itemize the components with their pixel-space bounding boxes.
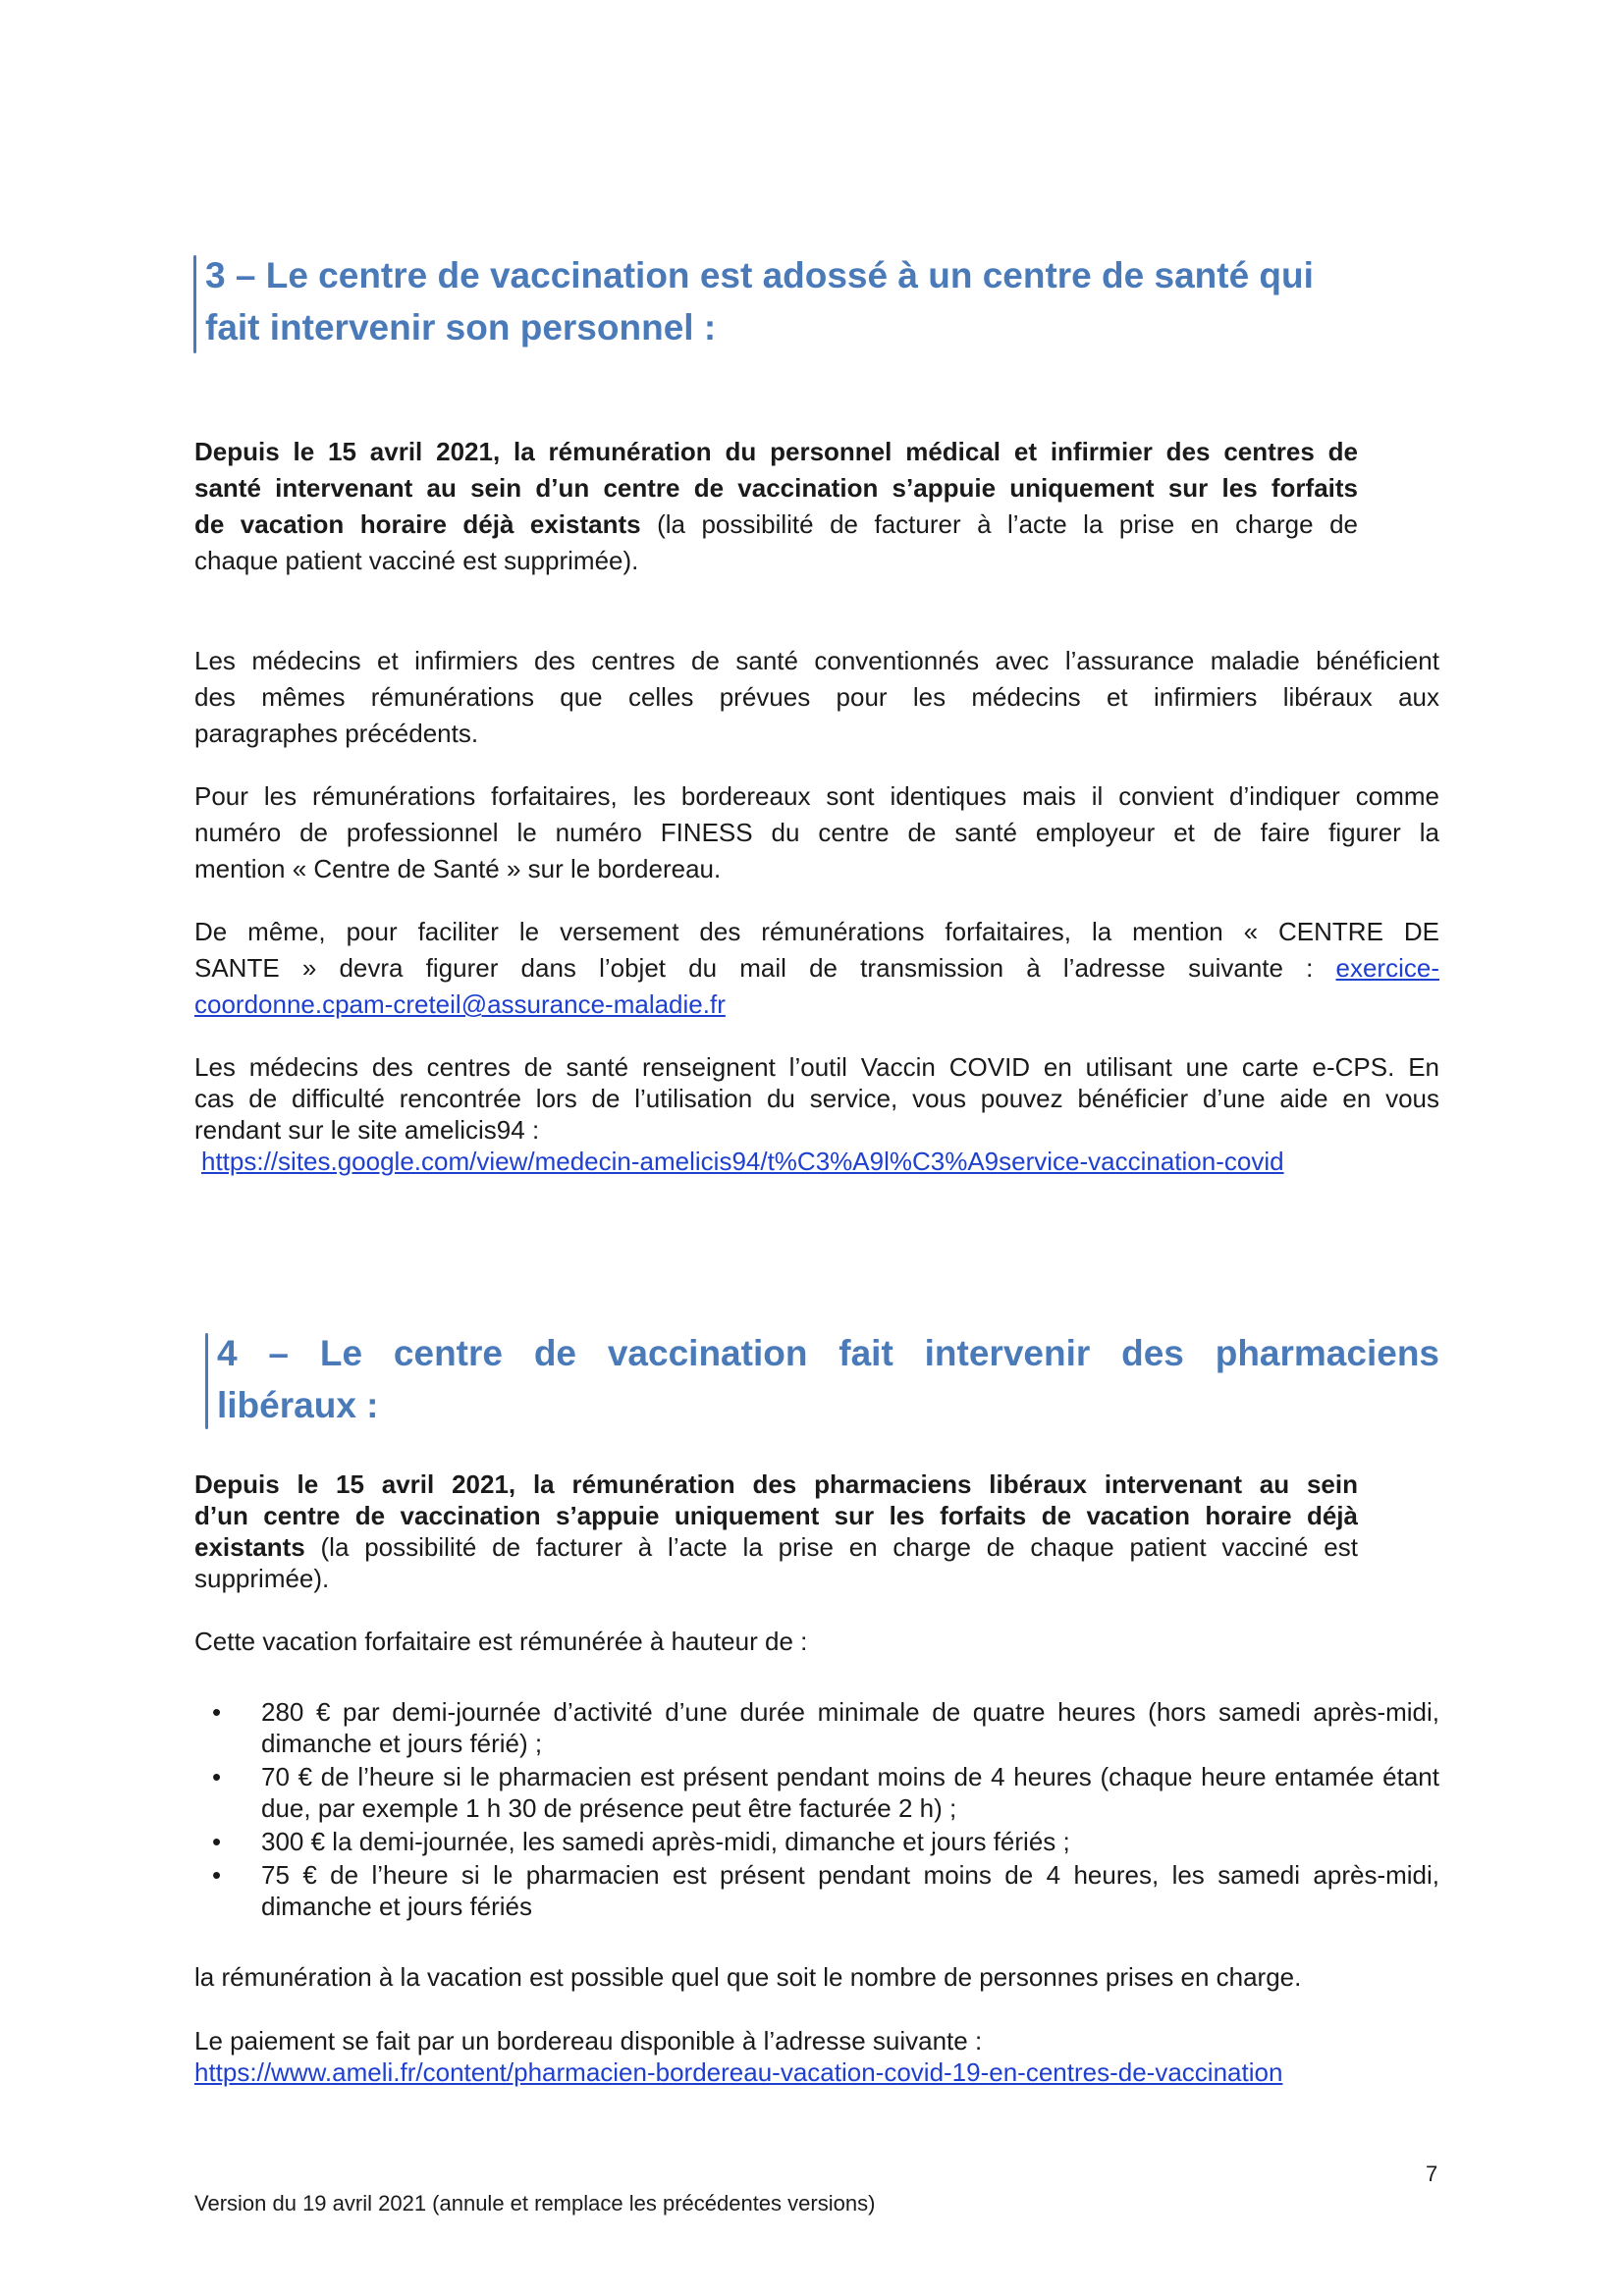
section-3-paragraph-3 — [194, 778, 1439, 887]
section-4-heading — [217, 1327, 1439, 1431]
paragraph-line: Les médecins des centres de santé renseignent l’outil Vaccin COVID en utilisant une carte e-CPS. En — [194, 1052, 1439, 1082]
email-link[interactable]: coordonne.cpam-creteil@assurance-maladie.fr — [194, 989, 726, 1019]
email-link[interactable]: exercice- — [1335, 953, 1439, 983]
list-item — [194, 1826, 1439, 1857]
paragraph-line: De même, pour faciliter le versement des rémunérations forfaitaires, la mention « CENTRE DE — [194, 917, 1439, 946]
paragraph-line: la rémunération à la vacation est possible quel que soit le nombre de personnes prises en charge. — [194, 1962, 1302, 1992]
paragraph-line: Les médecins et infirmiers des centres de santé conventionnés avec l’assurance maladie bénéficient — [194, 646, 1439, 675]
version-footer: Version du 19 avril 2021 (annule et remplace les précédentes versions) — [194, 2191, 876, 2216]
paragraph-text: chaque patient vacciné est supprimée). — [194, 546, 639, 575]
list-item-text: 75 € de l’heure si le pharmacien est présent pendant moins de 4 heures, les samedi après-midi, dimanche et jours fériés — [261, 1860, 1439, 1921]
paragraph-line: numéro de professionnel le numéro FINESS du centre de santé employeur et de faire figurer la — [194, 818, 1439, 847]
paragraph-text: supprimée). — [194, 1564, 330, 1593]
bullet-icon: • — [212, 1827, 222, 1856]
amelicis-link[interactable]: https://sites.google.com/view/medecin-amelicis94/t%C3%A9l%C3%A9service-vaccination-covid — [201, 1147, 1284, 1176]
heading-accent-bar — [205, 1333, 208, 1429]
ameli-bordereau-link[interactable]: https://www.ameli.fr/content/pharmacien-bordereau-vacation-covid-19-en-centres-de-vaccination — [194, 2057, 1283, 2087]
bullet-icon: • — [212, 1762, 222, 1791]
paragraph-line: des mêmes rémunérations que celles prévues pour les médecins et infirmiers libéraux aux — [194, 682, 1439, 712]
heading-accent-bar — [193, 255, 196, 353]
bullet-icon: • — [212, 1860, 222, 1890]
paragraph-text: SANTE » devra figurer dans l’objet du mail de transmission à l’adresse suivante : — [194, 953, 1336, 983]
list-item — [194, 1761, 1439, 1824]
heading-line: fait intervenir son personnel : — [205, 307, 717, 347]
paragraph-line: Le paiement se fait par un bordereau disponible à l’adresse suivante : — [194, 2026, 983, 2056]
section-3-paragraph-1 — [194, 434, 1358, 579]
section-4-paragraph-1 — [194, 1468, 1358, 1594]
section-3-paragraph-4 — [194, 914, 1439, 1023]
section-4-paragraph-4 — [194, 2025, 1439, 2088]
rate-list — [194, 1696, 1439, 1924]
bold-text: de vacation horaire déjà existants — [194, 509, 641, 539]
section-3-heading — [205, 249, 1442, 353]
list-item-text: 70 € de l’heure si le pharmacien est présent pendant moins de 4 heures (chaque heure entamée étant due, par exemple 1 h 30 de présence peut être facturée 2 h) ; — [261, 1762, 1439, 1823]
bold-text: santé intervenant au sein d’un centre de vaccination s’appuie uniquement sur les forfaits — [194, 473, 1358, 503]
paragraph-text: (la possibilité de facturer à l’acte la prise en charge de — [640, 509, 1358, 539]
paragraph-line: mention « Centre de Santé » sur le bordereau. — [194, 854, 722, 883]
list-item-text: 300 € la demi-journée, les samedi après-midi, dimanche et jours fériés ; — [261, 1827, 1070, 1856]
section-4-paragraph-3 — [194, 1959, 1439, 1996]
paragraph-text: (la possibilité de facturer à l’acte la prise en charge de chaque patient vacciné est — [304, 1532, 1358, 1562]
paragraph-line: Pour les rémunérations forfaitaires, les bordereaux sont identiques mais il convient d’indiquer comme — [194, 781, 1439, 811]
list-item — [194, 1696, 1439, 1759]
list-item-text: 280 € par demi-journée d’activité d’une durée minimale de quatre heures (hors samedi après-midi, dimanche et jours férié) ; — [261, 1697, 1439, 1758]
section-4-paragraph-2 — [194, 1624, 1439, 1660]
bold-text: Depuis le 15 avril 2021, la rémunération du personnel médical et infirmier des centres de — [194, 437, 1358, 466]
bold-text: existants — [194, 1532, 305, 1562]
bold-text: d’un centre de vaccination s’appuie uniquement sur les forfaits de vacation horaire déjà — [194, 1501, 1358, 1530]
bullet-icon: • — [212, 1697, 222, 1727]
page-number: 7 — [1426, 2162, 1438, 2186]
section-3-paragraph-5 — [194, 1051, 1439, 1177]
section-3-paragraph-2 — [194, 643, 1439, 752]
paragraph-line: paragraphes précédents. — [194, 719, 479, 748]
list-item — [194, 1859, 1439, 1922]
heading-line: 3 – Le centre de vaccination est adossé à un centre de santé qui — [205, 255, 1314, 295]
heading-line: 4 – Le centre de vaccination fait intervenir des pharmaciens — [217, 1333, 1439, 1373]
heading-line: libéraux : — [217, 1385, 379, 1425]
paragraph-line: Cette vacation forfaitaire est rémunérée à hauteur de : — [194, 1627, 808, 1656]
paragraph-line: rendant sur le site amelicis94 : — [194, 1115, 540, 1145]
paragraph-line: cas de difficulté rencontrée lors de l’utilisation du service, vous pouvez bénéficier d’une aide en vous — [194, 1084, 1439, 1113]
bold-text: Depuis le 15 avril 2021, la rémunération des pharmaciens libéraux intervenant au sein — [194, 1469, 1358, 1499]
